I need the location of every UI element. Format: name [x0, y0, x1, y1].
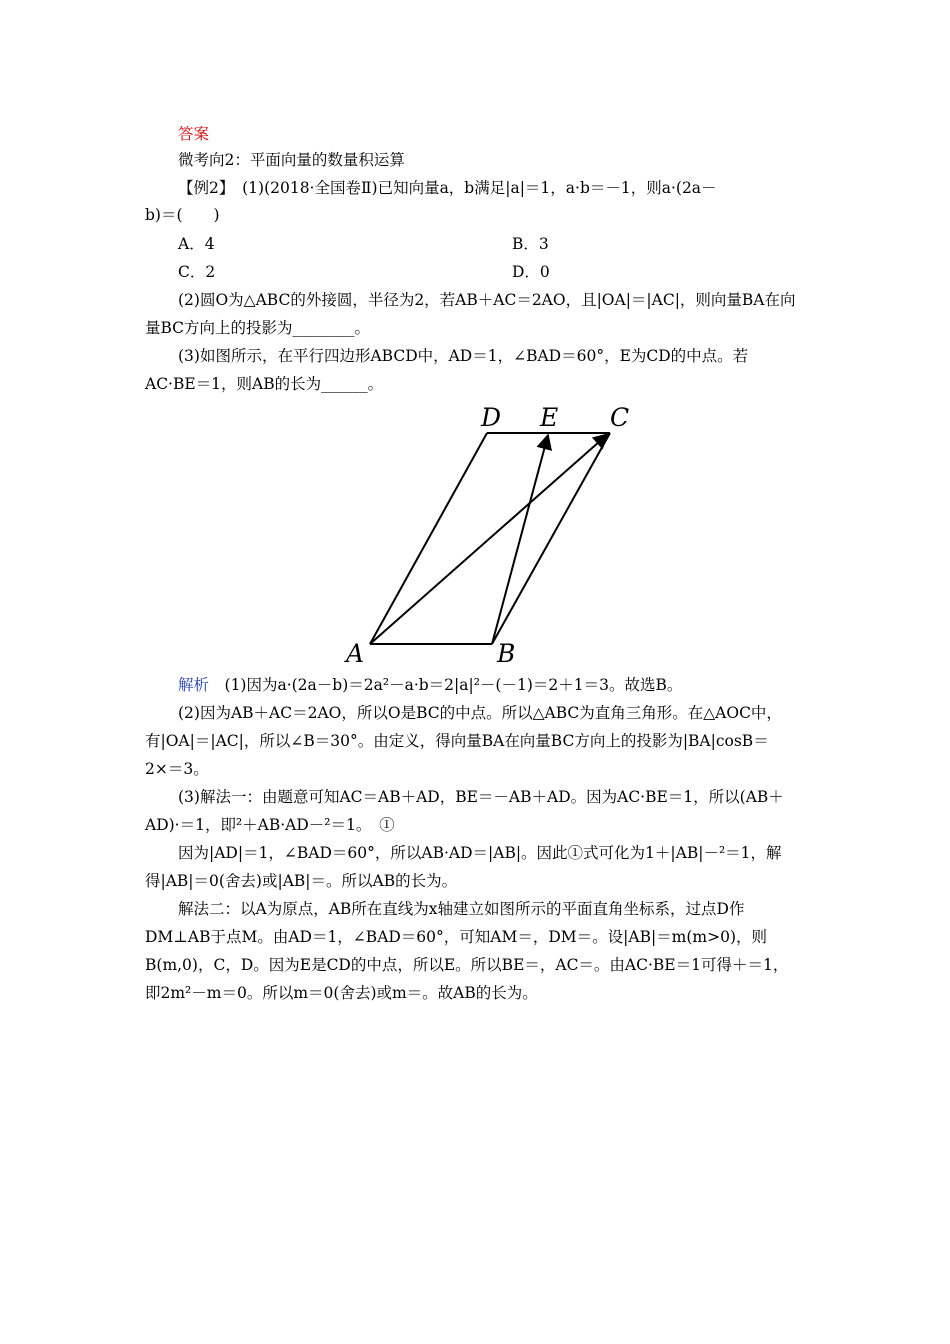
label-d: D [481, 403, 502, 432]
option-c: C．2 [178, 263, 216, 281]
side-ad [370, 433, 487, 644]
solution-part-1: (1)因为a·(2a－b)＝2a²－a·b＝2|a|²－(－1)＝2＋1＝3。故选B。 [209, 676, 683, 694]
label-e: E [540, 403, 559, 432]
solution-3-line-3: 因为|AD|＝1，∠BAD＝60°，所以AB·AD＝|AB|。因此①式可化为1＋|AB|－²＝1，解 [178, 844, 782, 862]
example-question-2-line-1: (2)圆O为△ABC的外接圆，半径为2，若AB＋AC＝2AO，且|OA|＝|AC|，则向量BA在向 [178, 291, 796, 309]
solution-line-1 [178, 675, 682, 695]
section-title: 微考向2：平面向量的数量积运算 [178, 151, 405, 169]
option-d: D．0 [512, 263, 550, 281]
option-a: A．4 [178, 235, 215, 253]
label-c: C [610, 403, 630, 432]
solution-4-line-2: DM⊥AB于点M。由AD＝1，∠BAD＝60°，可知AM＝，DM＝。设|AB|＝m(m>0)，则 [145, 928, 768, 946]
solution-2-line-3: 2×＝3。 [145, 760, 209, 778]
solution-3-line-2: AD)·＝1，即²＋AB·AD－²＝1。 ① [145, 816, 395, 834]
example-question-2-line-2: 量BC方向上的投影为________。 [145, 319, 371, 337]
solution-4-line-3: B(m,0)，C，D。因为E是CD的中点，所以E。所以BE＝，AC＝。由AC·BE＝1可得＋＝1， [145, 956, 789, 974]
solution-3-line-1: (3)解法一：由题意可知AC＝AB＋AD，BE＝－AB＋AD。因为AC·BE＝1，所以(AB＋ [178, 788, 784, 806]
option-b: B．3 [512, 235, 549, 253]
label-b: B [497, 639, 516, 668]
answer-label: 答案 [178, 125, 210, 143]
solution-2-line-1: (2)因为AB＋AC＝2AO，所以O是BC的中点。所以△ABC为直角三角形。在△AOC中， [178, 704, 782, 722]
example-question-1-line-1: 【例2】 (1)(2018·全国卷Ⅱ)已知向量a，b满足|a|＝1，a·b＝－1，则a·(2a－ [178, 179, 717, 197]
example-question-3-line-2: AC·BE＝1，则AB的长为______。 [145, 375, 384, 393]
vector-ac [370, 434, 608, 644]
solution-label: 解析 [178, 676, 210, 694]
vector-be [492, 435, 548, 644]
solution-3-line-4: 得|AB|＝0(舍去)或|AB|＝。所以AB的长为。 [145, 872, 458, 890]
solution-4-line-4: 即2m²－m＝0。所以m＝0(舍去)或m＝。故AB的长为。 [145, 984, 538, 1002]
example-question-3-line-1: (3)如图所示，在平行四边形ABCD中，AD＝1，∠BAD＝60°，E为CD的中点。若 [178, 347, 749, 365]
parallelogram-figure [340, 398, 640, 670]
solution-4-line-1: 解法二：以A为原点，AB所在直线为x轴建立如图所示的平面直角坐标系，过点D作 [178, 900, 745, 918]
side-bc [492, 433, 610, 644]
label-a: A [346, 639, 365, 668]
solution-2-line-2: 有|OA|＝|AC|，所以∠B＝30°。由定义，得向量BA在向量BC方向上的投影为|BA|cosB＝ [145, 732, 769, 750]
example-question-1-line-2: b)＝( ) [145, 206, 220, 224]
